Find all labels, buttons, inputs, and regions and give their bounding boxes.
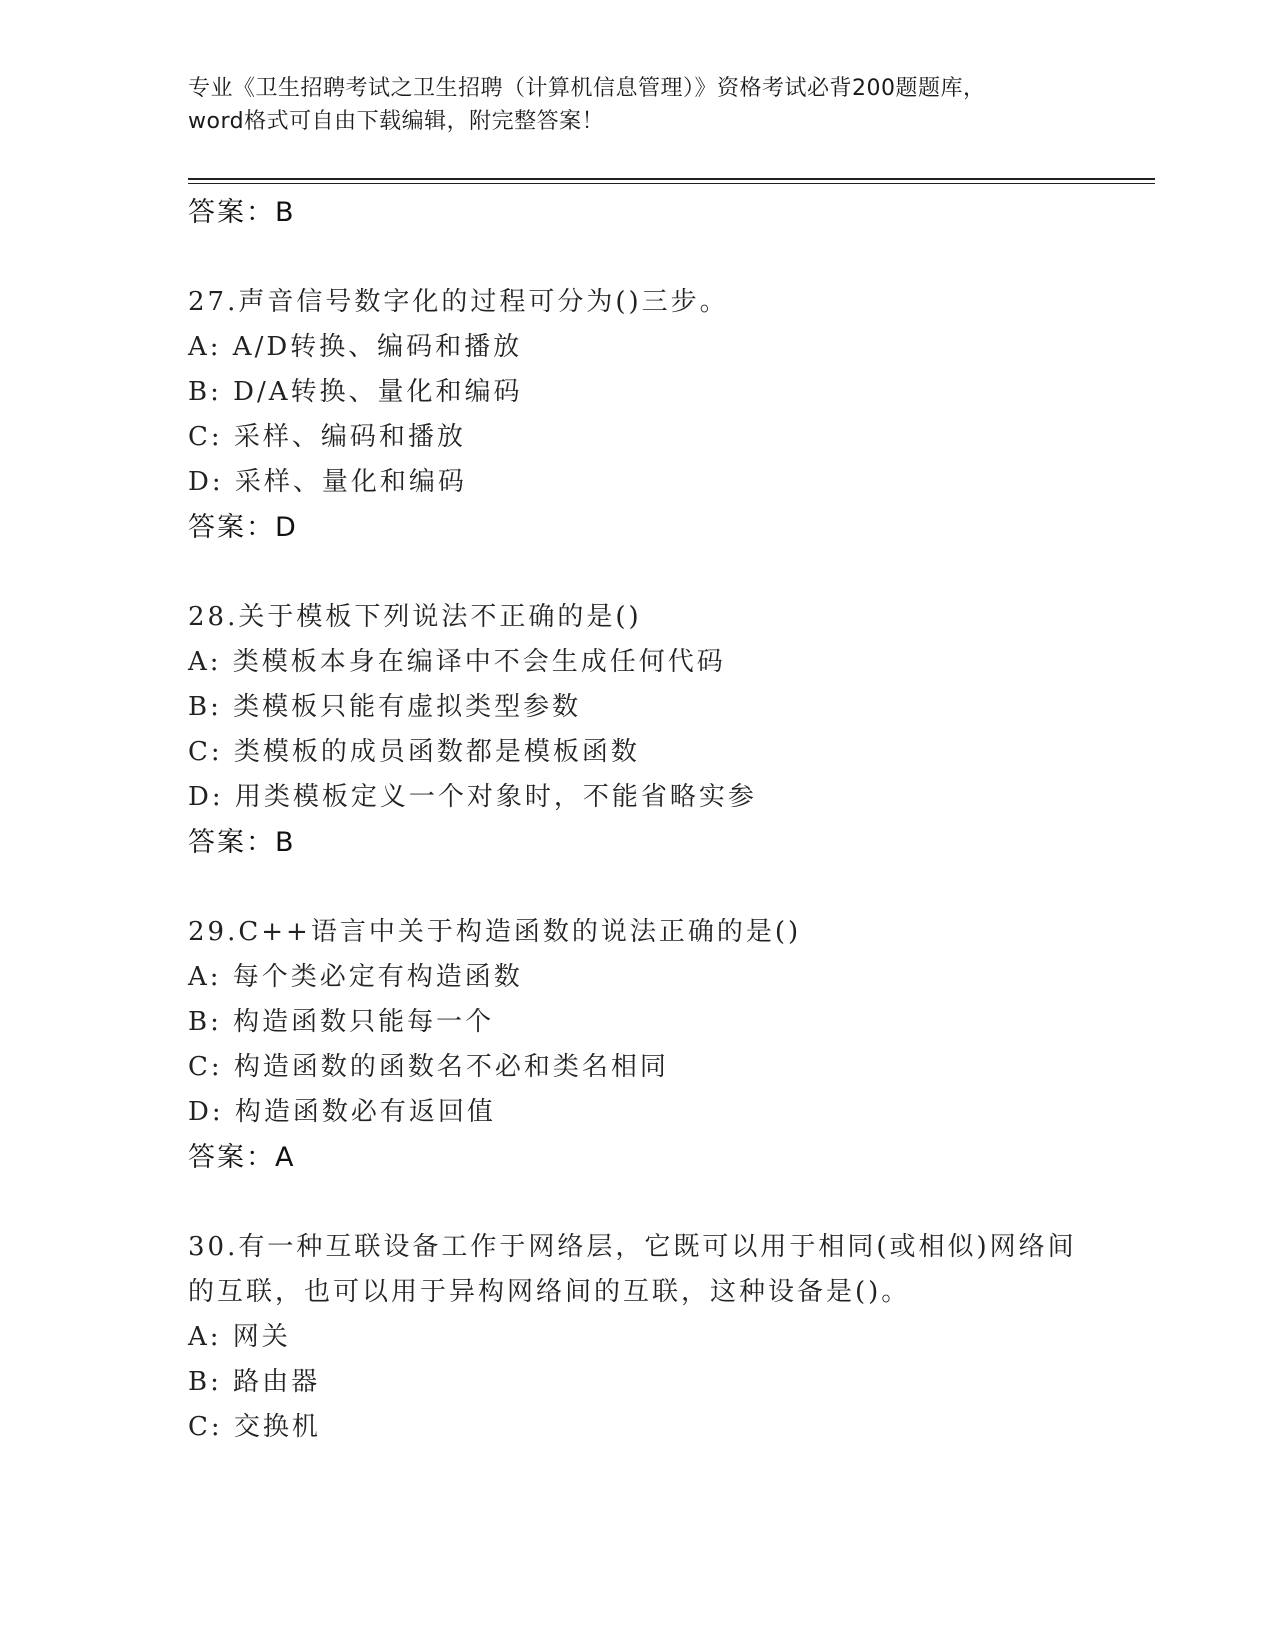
question-list [188, 190, 1168, 1450]
question-item [188, 1225, 1168, 1450]
option-a: A: A/D转换、编码和播放 [188, 332, 523, 362]
spacer [188, 550, 1168, 595]
question-item [188, 280, 1168, 550]
option-b: B: D/A转换、量化和编码 [188, 377, 523, 407]
option-d: D: 采样、量化和编码 [188, 467, 467, 497]
option-b: B: 路由器 [188, 1367, 321, 1397]
option-c: C: 类模板的成员函数都是模板函数 [188, 737, 640, 767]
question-item [188, 910, 1168, 1180]
option-c: C: 构造函数的函数名不必和类名相同 [188, 1052, 669, 1082]
option-d: D: 构造函数必有返回值 [188, 1097, 496, 1127]
question-stem-continued: 的互联，也可以用于异构网络间的互联，这种设备是()。 [188, 1277, 911, 1307]
document-header [188, 72, 1088, 138]
option-a: A: 每个类必定有构造函数 [188, 962, 523, 992]
spacer [188, 235, 1168, 280]
question-stem: 27.声音信号数字化的过程可分为()三步。 [188, 287, 729, 317]
spacer [188, 1180, 1168, 1225]
answer-line: 答案：B [188, 827, 296, 858]
question-stem: 28.关于模板下列说法不正确的是() [188, 602, 642, 632]
answer-line: 答案：A [188, 1142, 296, 1173]
answer-line: 答案：B [188, 197, 296, 228]
header-divider [188, 178, 1155, 180]
option-b: B: 类模板只能有虚拟类型参数 [188, 692, 582, 722]
question-item [188, 595, 1168, 865]
option-b: B: 构造函数只能每一个 [188, 1007, 495, 1037]
option-a: A: 网关 [188, 1322, 291, 1352]
option-c: C: 交换机 [188, 1412, 321, 1442]
header-line-2: word格式可自由下载编辑，附完整答案！ [188, 109, 605, 134]
option-a: A: 类模板本身在编译中不会生成任何代码 [188, 647, 726, 677]
option-c: C: 采样、编码和播放 [188, 422, 466, 452]
question-stem: 29.C++语言中关于构造函数的说法正确的是() [188, 917, 802, 947]
question-stem: 30.有一种互联设备工作于网络层，它既可以用于相同(或相似)网络间 [188, 1232, 1077, 1262]
spacer [188, 865, 1168, 910]
header-line-1: 专业《卫生招聘考试之卫生招聘（计算机信息管理）》资格考试必背200题题库， [188, 76, 986, 101]
option-d: D: 用类模板定义一个对象时，不能省略实参 [188, 782, 757, 812]
header-divider-thin [188, 183, 1155, 184]
answer-line: 答案：D [188, 512, 298, 543]
